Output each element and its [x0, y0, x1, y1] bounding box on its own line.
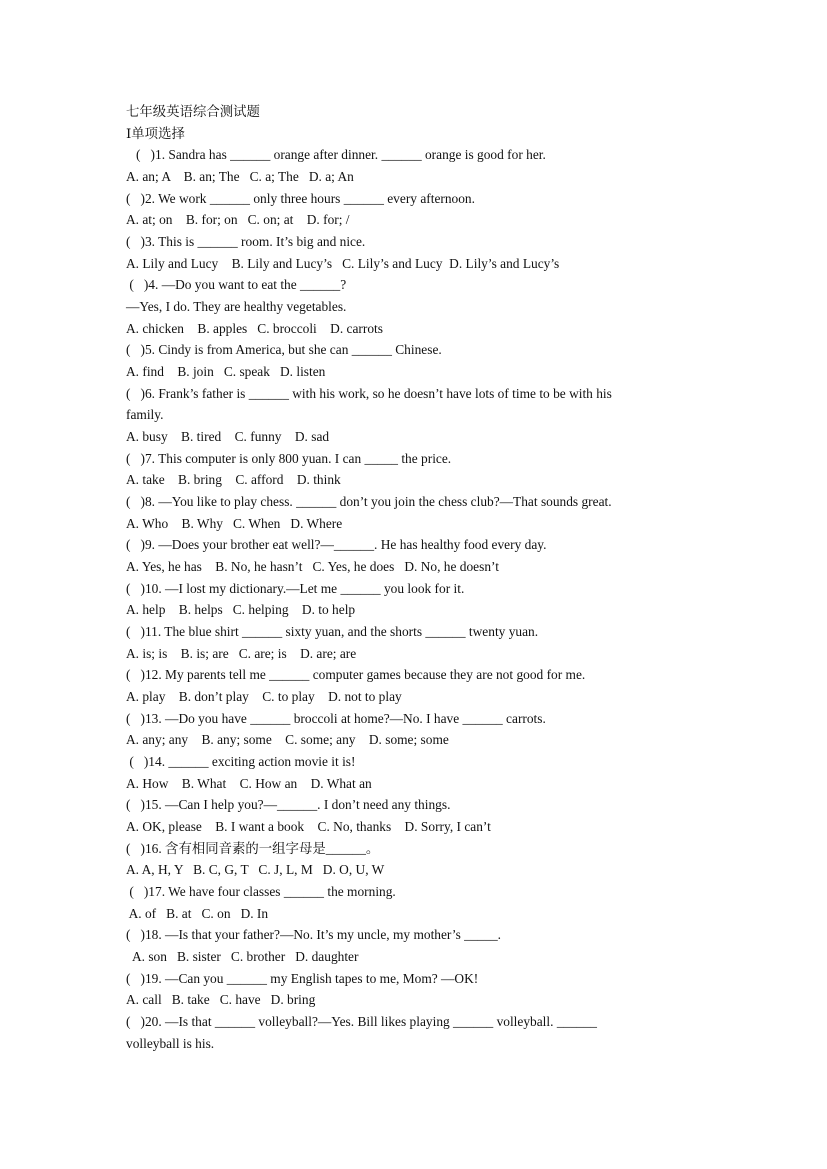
question-line: ( )14. ______ exciting action movie it is!: [126, 754, 356, 769]
question-line: ( )9. —Does your brother eat well?—______. He has healthy food every day.: [126, 537, 547, 552]
question-line: ( )6. Frank’s father is ______ with his work, so he doesn’t have lots of time to be with his: [126, 386, 612, 401]
question-line: ( )16. 含有相同音素的一组字母是______。: [126, 841, 380, 856]
question-line: volleyball is his.: [126, 1036, 215, 1051]
options-line: A. is; is B. is; are C. are; is D. are; are: [126, 646, 357, 661]
question-line: ( )15. —Can I help you?—______. I don’t need any things.: [126, 797, 451, 812]
options-line: A. call B. take C. have D. bring: [126, 992, 316, 1007]
question-line: ( )8. —You like to play chess. ______ don’t you join the chess club?—That sounds great.: [126, 494, 612, 509]
question-line: ( )11. The blue shirt ______ sixty yuan, and the shorts ______ twenty yuan.: [126, 624, 539, 639]
question-line: ( )19. —Can you ______ my English tapes to me, Mom? —OK!: [126, 971, 479, 986]
options-line: A. A, H, Y B. C, G, T C. J, L, M D. O, U, W: [126, 862, 385, 877]
question-line: ( )5. Cindy is from America, but she can ______ Chinese.: [126, 342, 442, 357]
question-line: ( )2. We work ______ only three hours ______ every afternoon.: [126, 191, 475, 206]
options-line: A. son B. sister C. brother D. daughter: [126, 949, 359, 964]
question-line: family.: [126, 407, 164, 422]
question-line: ( )17. We have four classes ______ the morning.: [126, 884, 396, 899]
question-line: ( )10. —I lost my dictionary.—Let me ______ you look for it.: [126, 581, 465, 596]
options-line: A. busy B. tired C. funny D. sad: [126, 429, 330, 444]
options-line: A. help B. helps C. helping D. to help: [126, 602, 356, 617]
options-line: A. take B. bring C. afford D. think: [126, 472, 341, 487]
question-line: ( )20. —Is that ______ volleyball?—Yes. Bill likes playing ______ volleyball. ______: [126, 1014, 597, 1029]
question-line: ( )4. —Do you want to eat the ______?: [126, 277, 347, 292]
question-line: ( )12. My parents tell me ______ computer games because they are not good for me.: [126, 667, 586, 682]
question-line: ( )7. This computer is only 800 yuan. I can _____ the price.: [126, 451, 452, 466]
options-line: A. Who B. Why C. When D. Where: [126, 516, 343, 531]
options-line: A. any; any B. any; some C. some; any D. some; some: [126, 732, 449, 747]
question-line: ( )1. Sandra has ______ orange after dinner. ______ orange is good for her.: [126, 147, 546, 162]
options-line: A. chicken B. apples C. broccoli D. carrots: [126, 321, 383, 336]
options-line: A. How B. What C. How an D. What an: [126, 776, 372, 791]
options-line: A. OK, please B. I want a book C. No, thanks D. Sorry, I can’t: [126, 819, 491, 834]
options-line: A. an; A B. an; The C. a; The D. a; An: [126, 169, 354, 184]
options-line: A. find B. join C. speak D. listen: [126, 364, 326, 379]
question-line: ( )3. This is ______ room. It’s big and nice.: [126, 234, 366, 249]
question-line: ( )18. —Is that your father?—No. It’s my uncle, my mother’s _____.: [126, 927, 501, 942]
document-title: 七年级英语综合测试题: [126, 104, 260, 119]
options-line: A. at; on B. for; on C. on; at D. for; /: [126, 212, 350, 227]
options-line: A. of B. at C. on D. In: [126, 906, 269, 921]
question-line: —Yes, I do. They are healthy vegetables.: [126, 299, 347, 314]
options-line: A. Lily and Lucy B. Lily and Lucy’s C. Lily’s and Lucy D. Lily’s and Lucy’s: [126, 256, 560, 271]
question-line: ( )13. —Do you have ______ broccoli at home?—No. I have ______ carrots.: [126, 711, 546, 726]
section-heading: Ⅰ单项选择: [126, 126, 185, 141]
options-line: A. play B. don’t play C. to play D. not to play: [126, 689, 402, 704]
options-line: A. Yes, he has B. No, he hasn’t C. Yes, he does D. No, he doesn’t: [126, 559, 499, 574]
